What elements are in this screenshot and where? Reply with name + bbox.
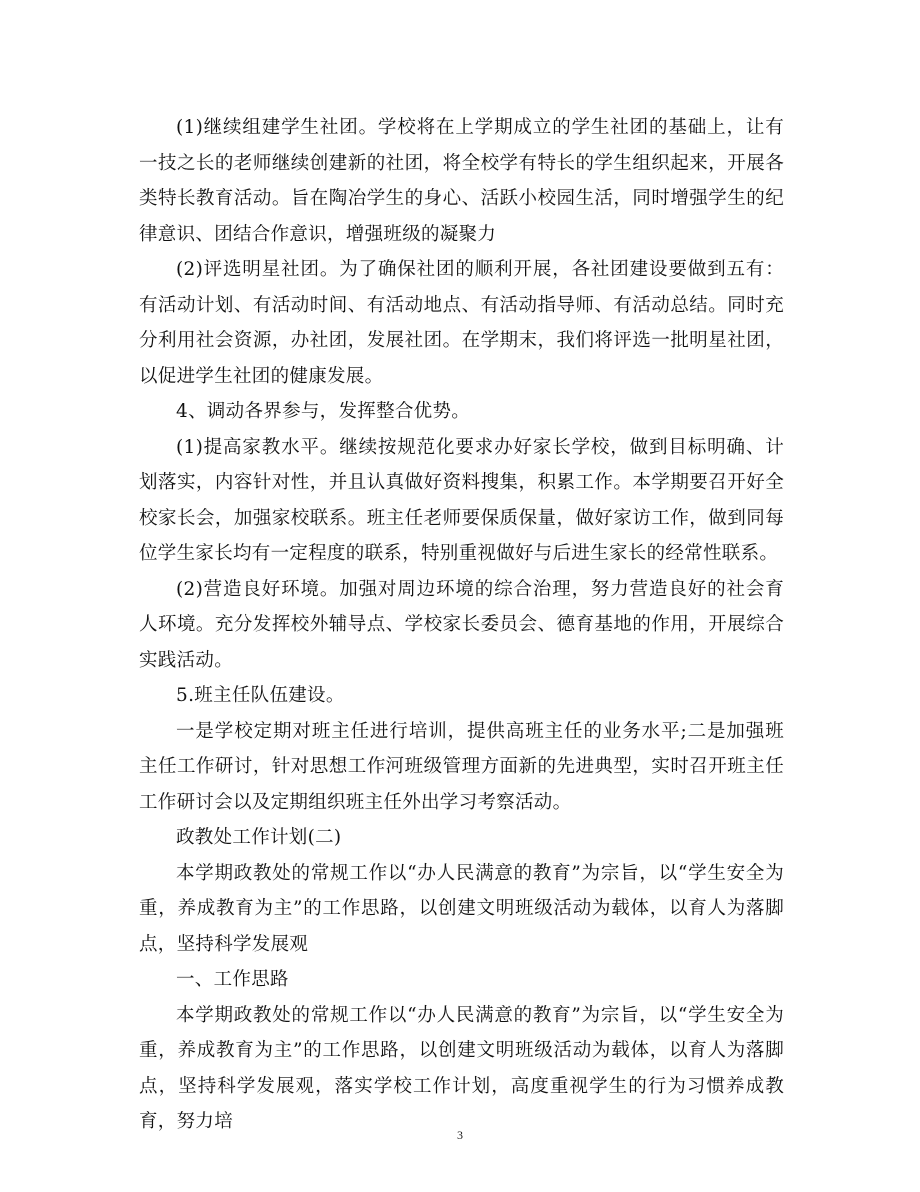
paragraph-work-idea-body: 本学期政教处的常规工作以“办人民满意的教育”为宗旨，以“学生安全为重，养成教育为主”的工作思路，以创建文明班级活动为载体，以育人为落脚点，坚持科学发展观，落实学校工作计划，高度重视学生的行为习惯养成教育，努力培 xyxy=(139,1004,784,1132)
paragraph-club-formation: (1)继续组建学生社团。学校将在上学期成立的学生社团的基础上，让有一技之长的老师继续创建新的社团，将全校学有特长的学生组织起来，开展各类特长教育活动。旨在陶冶学生的身心、活跃小校园生活，同时增强学生的纪律意识、团结合作意识，增强班级的凝聚力 xyxy=(139,117,784,245)
paragraph-star-club: (2)评选明星社团。为了确保社团的顺利开展，各社团建设要做到五有：有活动计划、有活动时间、有活动地点、有活动指导师、有活动总结。同时充分利用社会资源，办社团，发展社团。在学期末，我们将评选一批明星社团，以促进学生社团的健康发展。 xyxy=(139,259,784,387)
paragraph-plan-intro: 本学期政教处的常规工作以“办人民满意的教育”为宗旨，以“学生安全为重，养成教育为主”的工作思路，以创建文明班级活动为载体，以育人为落脚点，坚持科学发展观 xyxy=(139,862,784,955)
paragraph-section-5-heading: 5.班主任队伍建设。 xyxy=(176,685,345,706)
paragraph-environment: (2)营造良好环境。加强对周边环境的综合治理，努力营造良好的社会育人环境。充分发挥校外辅导点、学校家长委员会、德育基地的作用，开展综合实践活动。 xyxy=(139,578,784,671)
page-number: 3 xyxy=(457,1128,463,1142)
document-body xyxy=(139,110,784,1140)
paragraph-family-education: (1)提高家教水平。继续按规范化要求办好家长学校，做到目标明确、计划落实，内容针对性，并且认真做好资料搜集，积累工作。本学期要召开好全校家长会，加强家校联系。班主任老师要保质保量，做好家访工作，做到同每位学生家长均有一定程度的联系，特别重视做好与后进生家长的经常性联系。 xyxy=(139,436,784,564)
paragraph-section-4-heading: 4、调动各界参与，发挥整合优势。 xyxy=(176,401,471,422)
paragraph-plan-two-title: 政教处工作计划(二) xyxy=(176,827,342,848)
paragraph-work-idea-heading: 一、工作思路 xyxy=(176,969,289,990)
paragraph-teacher-training: 一是学校定期对班主任进行培训，提供高班主任的业务水平;二是加强班主任工作研讨，针对思想工作河班级管理方面新的先进典型，实时召开班主任工作研讨会以及定期组织班主任外出学习考察活动。 xyxy=(139,720,784,813)
